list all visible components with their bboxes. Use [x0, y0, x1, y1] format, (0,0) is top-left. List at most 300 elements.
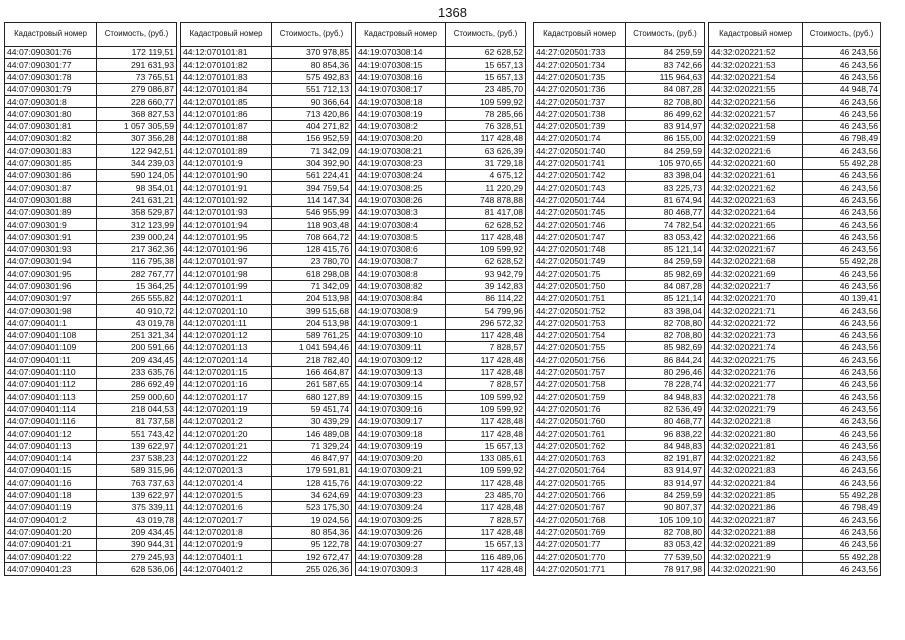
- cost-cell: 239 000,24: [97, 231, 177, 243]
- table-row: [5, 526, 177, 538]
- cost-cell: 82 708,80: [626, 96, 705, 108]
- cost-cell: 117 428,48: [446, 329, 526, 341]
- table-row: [181, 391, 352, 403]
- cost-cell: 117 428,48: [446, 133, 526, 145]
- cost-cell: 241 631,21: [97, 194, 177, 206]
- cadastral-number-cell: 44:07:090401:12: [5, 428, 97, 440]
- cadastral-number-cell: 44:27:020501:769: [534, 526, 626, 538]
- cadastral-number-cell: 44:27:020501:766: [534, 489, 626, 501]
- table-row: [181, 194, 352, 206]
- cost-cell: 146 489,08: [272, 428, 352, 440]
- cost-cell: 109 599,92: [446, 243, 526, 255]
- table-row: [709, 317, 881, 329]
- cost-cell: 133 085,61: [446, 452, 526, 464]
- cost-table-4: [533, 22, 705, 576]
- cost-cell: 7 828,57: [446, 379, 526, 391]
- table-row: [709, 403, 881, 415]
- table-row: [534, 465, 705, 477]
- table-row: [356, 391, 526, 403]
- table-row: [181, 96, 352, 108]
- table-row: [709, 96, 881, 108]
- cost-cell: 204 513,98: [272, 317, 352, 329]
- table-row: [356, 96, 526, 108]
- cost-cell: 15 657,13: [446, 71, 526, 83]
- header-cadastral-number: Кадастровый номер: [709, 23, 803, 47]
- cost-cell: 95 122,78: [272, 538, 352, 550]
- cost-cell: 46 243,56: [803, 71, 881, 83]
- cost-cell: 54 799,96: [446, 305, 526, 317]
- table-row: [5, 96, 177, 108]
- cadastral-number-cell: 44:07:090401:116: [5, 415, 97, 427]
- cadastral-number-cell: 44:32:020221:82: [709, 452, 803, 464]
- cost-cell: 84 259,59: [626, 256, 705, 268]
- table-row: [709, 133, 881, 145]
- cost-cell: 209 434,45: [97, 526, 177, 538]
- cost-cell: 46 243,56: [803, 379, 881, 391]
- table-row: [709, 231, 881, 243]
- cost-cell: 81 674,94: [626, 194, 705, 206]
- cost-cell: 46 243,56: [803, 465, 881, 477]
- cadastral-number-cell: 44:27:020501:77: [534, 538, 626, 550]
- table-row: [534, 538, 705, 550]
- cadastral-number-cell: 44:32:020221:72: [709, 317, 803, 329]
- table-row: [709, 47, 881, 59]
- cost-cell: 84 259,59: [626, 489, 705, 501]
- table-row: [709, 501, 881, 513]
- cost-cell: 85 982,69: [626, 268, 705, 280]
- cost-cell: 31 729,18: [446, 157, 526, 169]
- cadastral-number-cell: 44:12:070201:13: [181, 342, 272, 354]
- cost-cell: 46 243,56: [803, 391, 881, 403]
- cadastral-number-cell: 44:07:090301:87: [5, 182, 97, 194]
- cadastral-number-cell: 44:12:070201:22: [181, 452, 272, 464]
- table-row: [181, 219, 352, 231]
- cost-cell: 368 827,53: [97, 108, 177, 120]
- table-row: [5, 403, 177, 415]
- cost-cell: 259 000,60: [97, 391, 177, 403]
- cadastral-number-cell: 44:27:020501:736: [534, 83, 626, 95]
- cost-cell: 46 243,56: [803, 268, 881, 280]
- table-row: [5, 231, 177, 243]
- table-row: [181, 133, 352, 145]
- table-row: [356, 538, 526, 550]
- cadastral-number-cell: 44:07:090401:13: [5, 440, 97, 452]
- cost-cell: 84 948,83: [626, 391, 705, 403]
- table-row: [534, 563, 705, 575]
- table-row: [5, 501, 177, 513]
- cadastral-number-cell: 44:32:020221:56: [709, 96, 803, 108]
- table-row: [709, 415, 881, 427]
- cadastral-number-cell: 44:12:070101:83: [181, 71, 272, 83]
- table-row: [181, 428, 352, 440]
- cadastral-number-cell: 44:32:020221:64: [709, 206, 803, 218]
- table-row: [709, 83, 881, 95]
- cost-cell: 80 468,77: [626, 206, 705, 218]
- cost-cell: 84 259,59: [626, 47, 705, 59]
- cost-cell: 23 485,70: [446, 83, 526, 95]
- cadastral-number-cell: 44:07:090301:86: [5, 169, 97, 181]
- cost-cell: 116 795,38: [97, 256, 177, 268]
- cost-cell: 261 587,65: [272, 379, 352, 391]
- cost-cell: 1 057 305,59: [97, 120, 177, 132]
- cadastral-number-cell: 44:12:070201:21: [181, 440, 272, 452]
- cadastral-number-cell: 44:07:090301:98: [5, 305, 97, 317]
- cost-cell: 307 356,28: [97, 133, 177, 145]
- cost-cell: 90 366,64: [272, 96, 352, 108]
- cadastral-number-cell: 44:19:070308:7: [356, 256, 446, 268]
- cadastral-number-cell: 44:12:070101:98: [181, 268, 272, 280]
- cadastral-number-cell: 44:07:090301:89: [5, 206, 97, 218]
- table-row: [534, 194, 705, 206]
- table-row: [534, 157, 705, 169]
- cost-cell: 34 624,69: [272, 489, 352, 501]
- cadastral-number-cell: 44:07:090401:112: [5, 379, 97, 391]
- cadastral-number-cell: 44:19:070309:3: [356, 563, 446, 575]
- cost-cell: 46 243,56: [803, 182, 881, 194]
- cadastral-number-cell: 44:27:020501:765: [534, 477, 626, 489]
- cadastral-number-cell: 44:19:070308:18: [356, 96, 446, 108]
- table-row: [5, 83, 177, 95]
- table-row: [534, 206, 705, 218]
- table-row: [356, 206, 526, 218]
- cadastral-number-cell: 44:32:020221:65: [709, 219, 803, 231]
- cadastral-number-cell: 44:12:070101:84: [181, 83, 272, 95]
- cadastral-number-cell: 44:12:070101:97: [181, 256, 272, 268]
- table-row: [5, 145, 177, 157]
- table-row: [5, 133, 177, 145]
- cadastral-number-cell: 44:19:070309:22: [356, 477, 446, 489]
- cadastral-number-cell: 44:12:070101:90: [181, 169, 272, 181]
- cadastral-number-cell: 44:07:090401:23: [5, 563, 97, 575]
- cadastral-number-cell: 44:19:070309:19: [356, 440, 446, 452]
- cost-cell: 166 464,87: [272, 366, 352, 378]
- cost-cell: 117 428,48: [446, 526, 526, 538]
- cost-cell: 523 175,30: [272, 501, 352, 513]
- cost-cell: 589 761,25: [272, 329, 352, 341]
- table-row: [534, 243, 705, 255]
- table-row: [5, 428, 177, 440]
- cost-cell: 11 220,29: [446, 182, 526, 194]
- cost-cell: 748 878,88: [446, 194, 526, 206]
- table-row: [356, 501, 526, 513]
- cadastral-number-cell: 44:32:020221:75: [709, 354, 803, 366]
- table-row: [181, 83, 352, 95]
- table-row: [709, 489, 881, 501]
- cadastral-number-cell: 44:19:070309:12: [356, 354, 446, 366]
- cadastral-number-cell: 44:19:070308:25: [356, 182, 446, 194]
- cadastral-number-cell: 44:12:070201:8: [181, 526, 272, 538]
- cost-cell: 204 513,98: [272, 292, 352, 304]
- cost-cell: 86 499,62: [626, 108, 705, 120]
- cost-cell: 82 708,80: [626, 329, 705, 341]
- cadastral-number-cell: 44:32:020221:89: [709, 538, 803, 550]
- table-row: [709, 354, 881, 366]
- cost-cell: 96 838,22: [626, 428, 705, 440]
- cost-cell: 85 982,69: [626, 342, 705, 354]
- cost-cell: 46 243,56: [803, 403, 881, 415]
- cadastral-number-cell: 44:27:020501:758: [534, 379, 626, 391]
- table-row: [709, 428, 881, 440]
- table-row: [181, 526, 352, 538]
- table-row: [356, 108, 526, 120]
- table-row: [5, 551, 177, 563]
- cost-cell: 7 828,57: [446, 514, 526, 526]
- cost-cell: 117 428,48: [446, 563, 526, 575]
- cost-cell: 80 296,46: [626, 366, 705, 378]
- table-row: [709, 194, 881, 206]
- cost-cell: 551 712,13: [272, 83, 352, 95]
- cost-cell: 46 243,56: [803, 538, 881, 550]
- cadastral-number-cell: 44:27:020501:741: [534, 157, 626, 169]
- cost-cell: 46 243,56: [803, 428, 881, 440]
- cost-cell: 128 415,76: [272, 477, 352, 489]
- cadastral-number-cell: 44:19:070308:5: [356, 231, 446, 243]
- cadastral-number-cell: 44:12:070201:5: [181, 489, 272, 501]
- cost-cell: 46 243,56: [803, 96, 881, 108]
- cadastral-number-cell: 44:12:070101:94: [181, 219, 272, 231]
- cadastral-number-cell: 44:27:020501:75: [534, 268, 626, 280]
- cadastral-number-cell: 44:32:020221:7: [709, 280, 803, 292]
- table-row: [534, 292, 705, 304]
- table-row: [5, 465, 177, 477]
- cadastral-number-cell: 44:32:020221:58: [709, 120, 803, 132]
- cadastral-number-cell: 44:07:090301:76: [5, 47, 97, 59]
- cadastral-number-cell: 44:12:070201:15: [181, 366, 272, 378]
- cost-cell: 209 434,45: [97, 354, 177, 366]
- table-row: [534, 329, 705, 341]
- cadastral-number-cell: 44:27:020501:753: [534, 317, 626, 329]
- cost-cell: 43 019,78: [97, 514, 177, 526]
- table-row: [356, 120, 526, 132]
- table-row: [181, 108, 352, 120]
- cadastral-number-cell: 44:19:070309:23: [356, 489, 446, 501]
- table-row: [534, 145, 705, 157]
- table-header-row: [5, 23, 177, 47]
- cadastral-number-cell: 44:07:090401:113: [5, 391, 97, 403]
- cost-cell: 15 657,13: [446, 440, 526, 452]
- cost-cell: 46 243,56: [803, 108, 881, 120]
- table-row: [181, 415, 352, 427]
- table-row: [5, 342, 177, 354]
- cadastral-number-cell: 44:27:020501:763: [534, 452, 626, 464]
- cadastral-number-cell: 44:32:020221:86: [709, 501, 803, 513]
- table-row: [5, 157, 177, 169]
- cadastral-number-cell: 44:07:090301:94: [5, 256, 97, 268]
- table-row: [709, 59, 881, 71]
- cadastral-number-cell: 44:32:020221:90: [709, 563, 803, 575]
- table-row: [356, 465, 526, 477]
- cost-cell: 59 451,74: [272, 403, 352, 415]
- table-row: [5, 305, 177, 317]
- cost-cell: 117 428,48: [446, 501, 526, 513]
- table-row: [709, 169, 881, 181]
- table-row: [356, 305, 526, 317]
- cadastral-number-cell: 44:12:070101:91: [181, 182, 272, 194]
- cost-table-1: [4, 22, 177, 576]
- cost-cell: 304 392,90: [272, 157, 352, 169]
- cadastral-number-cell: 44:27:020501:74: [534, 133, 626, 145]
- cadastral-number-cell: 44:12:070101:88: [181, 133, 272, 145]
- cost-table-5: [708, 22, 881, 576]
- cost-cell: 763 737,63: [97, 477, 177, 489]
- cadastral-number-cell: 44:32:020221:53: [709, 59, 803, 71]
- table-row: [356, 354, 526, 366]
- cost-cell: 83 053,42: [626, 538, 705, 550]
- cost-cell: 86 844,24: [626, 354, 705, 366]
- cost-cell: 1 041 594,46: [272, 342, 352, 354]
- cost-cell: 15 364,25: [97, 280, 177, 292]
- cost-cell: 200 591,66: [97, 342, 177, 354]
- table-row: [181, 563, 352, 575]
- cost-cell: 117 428,48: [446, 354, 526, 366]
- table-row: [356, 47, 526, 59]
- cost-cell: 77 539,50: [626, 551, 705, 563]
- table-row: [181, 489, 352, 501]
- table-row: [709, 206, 881, 218]
- cadastral-number-cell: 44:07:090401:16: [5, 477, 97, 489]
- cost-cell: 83 914,97: [626, 120, 705, 132]
- table-row: [709, 256, 881, 268]
- cost-cell: 265 555,82: [97, 292, 177, 304]
- cadastral-number-cell: 44:07:090401:110: [5, 366, 97, 378]
- table-row: [534, 551, 705, 563]
- cost-cell: 71 342,09: [272, 145, 352, 157]
- table-row: [181, 71, 352, 83]
- cadastral-number-cell: 44:32:020221:73: [709, 329, 803, 341]
- table-row: [5, 563, 177, 575]
- table-row: [181, 157, 352, 169]
- cadastral-number-cell: 44:19:070309:18: [356, 428, 446, 440]
- cost-cell: 551 743,42: [97, 428, 177, 440]
- table-row: [181, 366, 352, 378]
- cost-cell: 46 243,56: [803, 440, 881, 452]
- cadastral-number-cell: 44:19:070309:10: [356, 329, 446, 341]
- table-row: [709, 280, 881, 292]
- table-row: [181, 120, 352, 132]
- table-row: [534, 108, 705, 120]
- cost-cell: 282 767,77: [97, 268, 177, 280]
- table-row: [5, 169, 177, 181]
- table-row: [5, 366, 177, 378]
- table-row: [356, 415, 526, 427]
- cost-cell: 218 782,40: [272, 354, 352, 366]
- table-row: [534, 169, 705, 181]
- page-number: 1368: [438, 5, 467, 20]
- cadastral-number-cell: 44:27:020501:755: [534, 342, 626, 354]
- cost-cell: 19 024,56: [272, 514, 352, 526]
- cost-cell: 55 492,28: [803, 256, 881, 268]
- cost-cell: 251 321,34: [97, 329, 177, 341]
- table-row: [5, 452, 177, 464]
- table-row: [356, 292, 526, 304]
- table-row: [356, 59, 526, 71]
- cadastral-number-cell: 44:32:020221:84: [709, 477, 803, 489]
- table-row: [181, 231, 352, 243]
- cost-cell: 23 485,70: [446, 489, 526, 501]
- table-row: [181, 329, 352, 341]
- cost-cell: 39 142,83: [446, 280, 526, 292]
- table-row: [5, 391, 177, 403]
- cadastral-number-cell: 44:19:070308:9: [356, 305, 446, 317]
- cadastral-number-cell: 44:12:070201:17: [181, 391, 272, 403]
- cost-cell: 117 428,48: [446, 231, 526, 243]
- cadastral-number-cell: 44:07:090301:95: [5, 268, 97, 280]
- cadastral-number-cell: 44:07:090301:9: [5, 219, 97, 231]
- cadastral-number-cell: 44:12:070401:2: [181, 563, 272, 575]
- cost-cell: 312 123,99: [97, 219, 177, 231]
- cost-cell: 86 114,22: [446, 292, 526, 304]
- table-row: [534, 514, 705, 526]
- cost-cell: 83 398,04: [626, 305, 705, 317]
- cadastral-number-cell: 44:19:070309:14: [356, 379, 446, 391]
- cost-cell: 44 948,74: [803, 83, 881, 95]
- cost-cell: 46 243,56: [803, 243, 881, 255]
- cost-cell: 83 053,42: [626, 231, 705, 243]
- table-row: [534, 83, 705, 95]
- cadastral-number-cell: 44:07:090301:8: [5, 96, 97, 108]
- cadastral-number-cell: 44:27:020501:751: [534, 292, 626, 304]
- cadastral-number-cell: 44:12:070201:1: [181, 292, 272, 304]
- cost-cell: 62 628,52: [446, 219, 526, 231]
- cadastral-number-cell: 44:19:070308:23: [356, 157, 446, 169]
- table-row: [709, 379, 881, 391]
- cadastral-number-cell: 44:27:020501:767: [534, 501, 626, 513]
- cadastral-number-cell: 44:07:090401:15: [5, 465, 97, 477]
- cost-cell: 109 599,92: [446, 391, 526, 403]
- cadastral-number-cell: 44:27:020501:740: [534, 145, 626, 157]
- table-row: [709, 452, 881, 464]
- header-cadastral-number: Кадастровый номер: [181, 23, 272, 47]
- header-cost: Стоимость, (руб.): [803, 23, 881, 47]
- table-row: [181, 551, 352, 563]
- cost-cell: 109 599,92: [446, 465, 526, 477]
- cost-cell: 83 398,04: [626, 169, 705, 181]
- cadastral-number-cell: 44:19:070308:6: [356, 243, 446, 255]
- cost-cell: 80 468,77: [626, 415, 705, 427]
- cost-cell: 156 952,59: [272, 133, 352, 145]
- cost-table-3: [355, 22, 526, 576]
- cost-cell: 83 225,73: [626, 182, 705, 194]
- cost-cell: 628 536,06: [97, 563, 177, 575]
- header-cadastral-number: Кадастровый номер: [5, 23, 97, 47]
- table-row: [181, 342, 352, 354]
- table-row: [356, 280, 526, 292]
- cadastral-number-cell: 44:32:020221:78: [709, 391, 803, 403]
- cadastral-number-cell: 44:32:020221:88: [709, 526, 803, 538]
- cadastral-number-cell: 44:32:020221:59: [709, 133, 803, 145]
- cadastral-number-cell: 44:19:070308:17: [356, 83, 446, 95]
- cost-cell: 46 243,56: [803, 354, 881, 366]
- table-row: [5, 292, 177, 304]
- cadastral-number-cell: 44:32:020221:67: [709, 243, 803, 255]
- table-row: [356, 403, 526, 415]
- cost-cell: 117 428,48: [446, 428, 526, 440]
- cadastral-number-cell: 44:12:070101:96: [181, 243, 272, 255]
- cadastral-number-cell: 44:12:070101:82: [181, 59, 272, 71]
- cadastral-number-cell: 44:32:020221:9: [709, 551, 803, 563]
- cadastral-number-cell: 44:12:070201:4: [181, 477, 272, 489]
- cadastral-number-cell: 44:12:070101:93: [181, 206, 272, 218]
- cadastral-number-cell: 44:27:020501:762: [534, 440, 626, 452]
- cadastral-number-cell: 44:07:090401:11: [5, 354, 97, 366]
- table-row: [709, 538, 881, 550]
- table-row: [534, 305, 705, 317]
- table-row: [534, 120, 705, 132]
- cost-cell: 618 298,08: [272, 268, 352, 280]
- cost-cell: 233 635,76: [97, 366, 177, 378]
- cost-cell: 83 742,66: [626, 59, 705, 71]
- table-row: [709, 219, 881, 231]
